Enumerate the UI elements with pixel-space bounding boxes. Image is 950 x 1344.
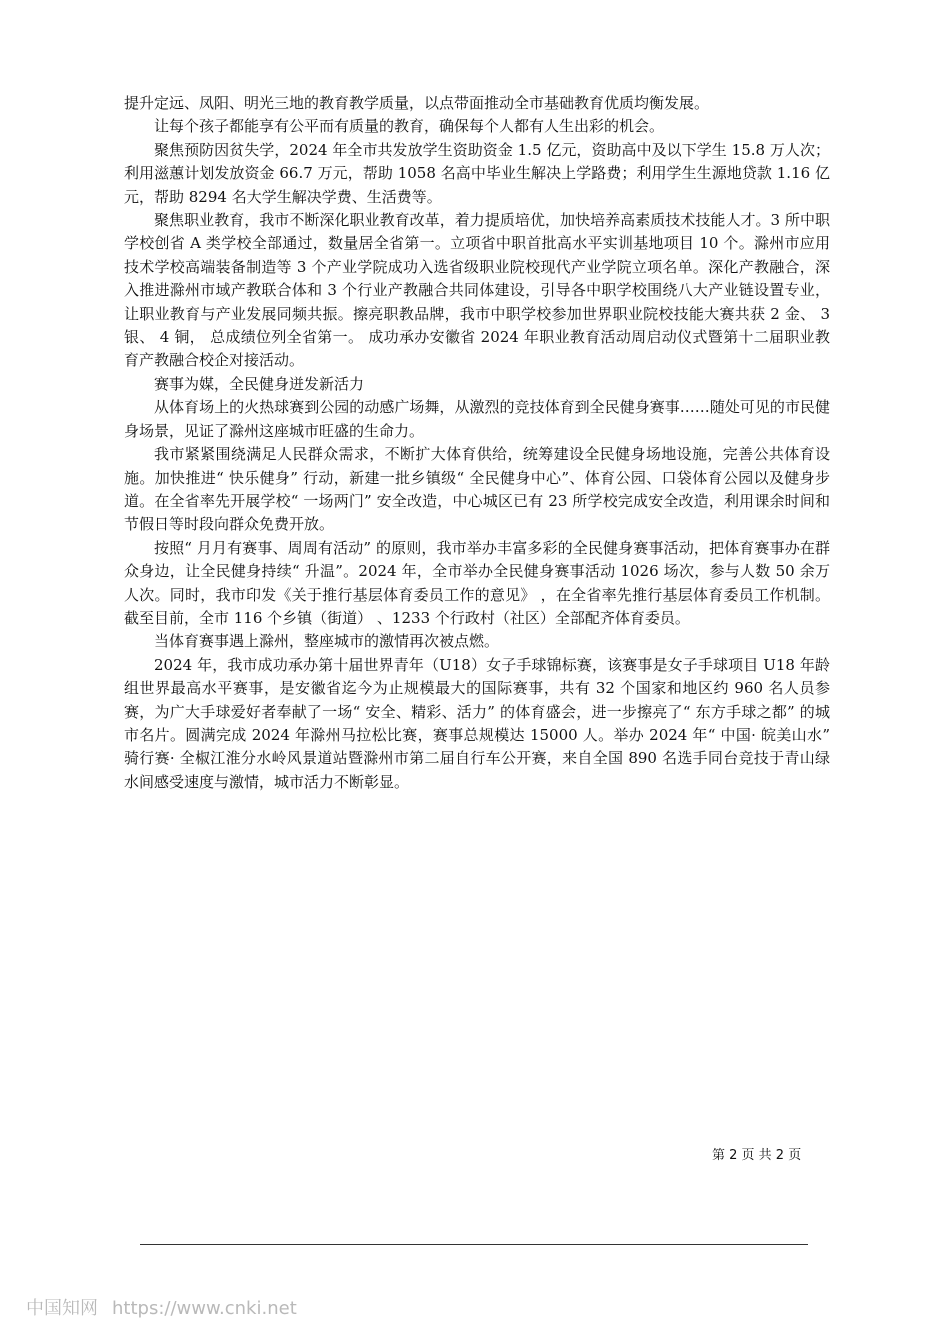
- article-body: [124, 92, 830, 794]
- paragraph: 按照“ 月月有赛事、周周有活动” 的原则，我市举办丰富多彩的全民健身赛事活动，把体育赛事办在群众身边，让全民健身持续“ 升温”。2024 年，全市举办全民健身赛事活动 1026 场次，参与人数 50 余万人次。同时，我市印发《关于推行基层体育委员工作的意见》 ，在全省率先推行基层体育委员工作机制。截至目前，全市 116 个乡镇（街道） 、1233 个行政村（社区）全部配齐体育委员。: [124, 538, 830, 627]
- paragraph-continuation: 提升定远、凤阳、明光三地的教育教学质量，以点带面推动全市基础教育优质均衡发展。: [124, 94, 710, 112]
- page-number: 第 2 页 共 2 页: [712, 1148, 802, 1163]
- paragraph: 2024 年，我市成功承办第十届世界青年（U18）女子手球锦标赛，该赛事是女子手球项目 U18 年龄组世界最高水平赛事，是安徽省迄今为止规模最大的国际赛事，共有 32 个国家和地区约 960 名人员参赛，为广大手球爱好者奉献了一场“ 安全、精彩、活力” 的体育盛会，进一步擦亮了“ 东方手球之都” 的城市名片。圆满完成 2024 年滁州马拉松比赛，赛事总规模达 15000 人。举办 2024 年“ 中国· 皖美山水” 骑行赛· 全椒江淮分水岭风景道站暨滁州市第二届自行车公开赛，来自全国 890 名选手同台竞技于青山绿水间感受速度与激情，城市活力不断彰显。: [124, 655, 830, 791]
- paragraph: 我市紧紧围绕满足人民群众需求，不断扩大体育供给，统筹建设全民健身场地设施，完善公共体育设施。加快推进“ 快乐健身” 行动，新建一批乡镇级“ 全民健身中心”、体育公园、口袋体育公园以及健身步道。在全省率先开展学校“ 一场两门” 安全改造，中心城区已有 23 所学校完成安全改造，利用课余时间和节假日等时段向群众免费开放。: [124, 445, 830, 534]
- watermark: [26, 1294, 297, 1320]
- watermark-brand: 中国知网: [26, 1298, 98, 1319]
- footer-divider: [140, 1244, 808, 1245]
- paragraph: 从体育场上的火热球赛到公园的动感广场舞，从激烈的竞技体育到全民健身赛事……随处可见的市民健身场景，见证了滁州这座城市旺盛的生命力。: [124, 398, 830, 440]
- watermark-url: https://www.cnki.net: [112, 1298, 297, 1319]
- paragraph: 当体育赛事遇上滁州，整座城市的激情再次被点燃。: [154, 632, 500, 651]
- paragraph: 聚焦预防因贫失学，2024 年全市共发放学生资助资金 1.5 亿元，资助高中及以下学生 15.8 万人次；利用滋蕙计划发放资金 66.7 万元，帮助 1058 名高中毕业生解决上学路费；利用学生生源地贷款 1.16 亿元，帮助 8294 名大学生解决学费、生活费等。: [124, 140, 830, 206]
- section-heading: 赛事为媒，全民健身迸发新活力: [154, 374, 365, 393]
- paragraph: 聚焦职业教育，我市不断深化职业教育改革，着力提质培优，加快培养高素质技术技能人才。3 所中职学校创省 A 类学校全部通过，数量居全省第一。立项省中职首批高水平实训基地项目 10 个。滁州市应用技术学校高端装备制造等 3 个产业学院成功入选省级职业院校现代产业学院立项名单。深化产教融合，深入推进滁州市域产教联合体和 3 个行业产教融合共同体建设，引导各中职学校围绕八大产业链设置专业，让职业教育与产业发展同频共振。擦亮职教品牌，我市中职学校参加世界职业院校技能大赛共获 2 金、 3 银、 4 铜， 总成绩位列全省第一。 成功承办安徽省 2024 年职业教育活动周启动仪式暨第十二届职业教育产教融合校企对接活动。: [124, 211, 830, 370]
- paragraph: 让每个孩子都能享有公平而有质量的教育，确保每个人都有人生出彩的机会。: [154, 117, 665, 136]
